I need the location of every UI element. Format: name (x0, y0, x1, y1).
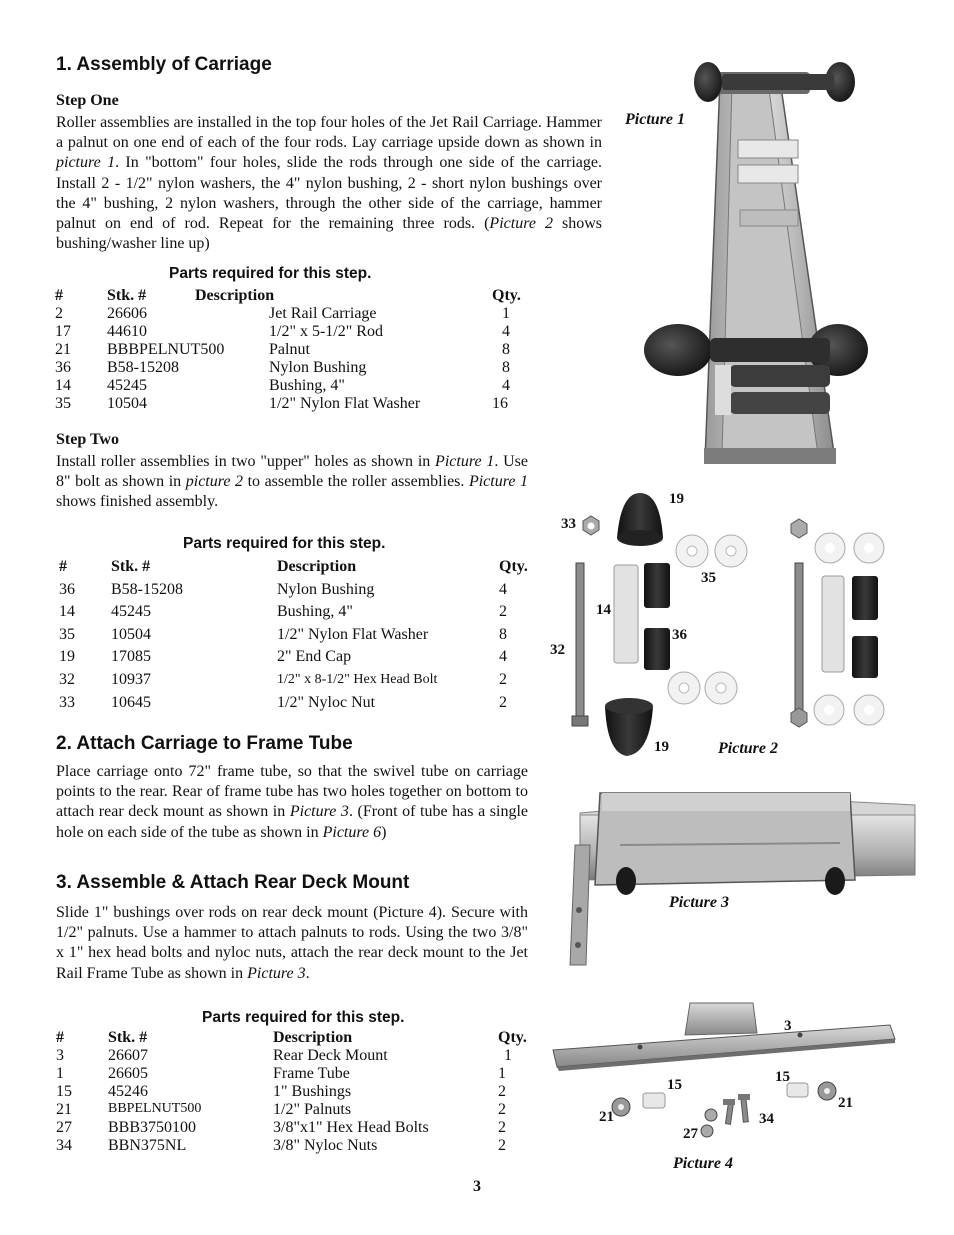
table-header-row (59, 556, 539, 579)
section-3-title: 3. Assemble & Attach Rear Deck Mount (56, 872, 410, 893)
step-one-label: Step One (56, 92, 119, 109)
col-header-qty: Qty. (498, 1029, 527, 1046)
callout-3: 3 (784, 1018, 792, 1034)
callout-27: 27 (683, 1126, 698, 1142)
callout-21-left: 21 (599, 1109, 614, 1125)
table-header-row (55, 287, 532, 305)
table-row: 1 26605 Frame Tube 1 (56, 1065, 506, 1082)
table-row: 36 B58-15208 Nylon Bushing 4 (59, 580, 507, 598)
picture-1-caption: Picture 1 (625, 111, 685, 128)
callout-32: 32 (550, 642, 565, 658)
callout-33: 33 (561, 516, 576, 532)
table-row: 36 B58-15208 Nylon Bushing 8 (55, 359, 510, 376)
picture-3-frame-tube-photo (560, 785, 920, 970)
step-one-parts-table (55, 287, 532, 413)
table-row: 14 45245 Bushing, 4" 4 (55, 377, 510, 394)
table-row: 2 26606 Jet Rail Carriage 1 (55, 305, 510, 322)
step-two-paragraph: Install roller assemblies in two "upper" holes as shown in Picture 1. Use 8" bolt as shown in picture 2 to assemble the roller assemblies. Picture 1 shows finished assembly. (56, 453, 529, 511)
section-3-paragraph: Slide 1" bushings over rods on rear deck mount (Picture 4). Secure with 1/2" palnuts. Use a hammer to attach palnuts to rods. Using the two 3/8" x 1" hex head bolts and nyloc nuts, attach the rear deck mount to the Jet Rail Frame Tube as shown in Picture 3. (56, 904, 528, 982)
section-2-paragraph: Place carriage onto 72" frame tube, so that the swivel tube on carriage points to the rear. Rear of frame tube has two holes together on bottom to attach rear deck mount as shown in Picture 3. (Front of tube has a single hole on each side of the tube as shown in Picture 6) (56, 763, 529, 841)
col-header-number: # (59, 558, 67, 575)
picture-4-caption: Picture 4 (673, 1155, 733, 1172)
callout-15-right: 15 (775, 1069, 790, 1085)
col-header-qty: Qty. (492, 287, 521, 304)
step-two-label: Step Two (56, 431, 119, 448)
table-header-row (56, 1029, 538, 1047)
col-header-description: Description (195, 287, 275, 304)
callout-21-right: 21 (838, 1095, 853, 1111)
callout-19-top: 19 (669, 491, 684, 507)
page-number: 3 (473, 1178, 481, 1195)
table-row: 15 45246 1" Bushings 2 (56, 1083, 506, 1100)
section-2-title: 2. Attach Carriage to Frame Tube (56, 733, 353, 754)
table-row: 33 10645 1/2" Nyloc Nut 2 (59, 693, 507, 711)
callout-14: 14 (596, 602, 611, 618)
table-row: 32 10937 1/2" x 8-1/2" Hex Head Bolt 2 (59, 670, 507, 688)
table-row: 35 10504 1/2" Nylon Flat Washer 16 (55, 395, 508, 412)
table-row: 14 45245 Bushing, 4" 2 (59, 603, 507, 621)
callout-35: 35 (701, 570, 716, 586)
callout-15-left: 15 (667, 1077, 682, 1093)
col-header-stock: Stk. # (111, 558, 151, 575)
picture-2-parts-photo (555, 488, 895, 768)
picture-3-caption: Picture 3 (669, 894, 729, 911)
col-header-qty: Qty. (499, 558, 528, 575)
table-row: 34 BBN375NL 3/8" Nyloc Nuts 2 (56, 1137, 506, 1154)
callout-36: 36 (672, 627, 687, 643)
table-row: 27 BBB3750100 3/8"x1" Hex Head Bolts 2 (56, 1119, 506, 1136)
table-row: 21 BBBPELNUT500 Palnut 8 (55, 341, 510, 358)
col-header-description: Description (273, 1029, 353, 1046)
step-two-parts-caption: Parts required for this step. (183, 535, 386, 552)
col-header-stock: Stk. # (107, 287, 147, 304)
table-row: 21 BBPELNUT500 1/2" Palnuts 2 (56, 1101, 506, 1118)
callout-34: 34 (759, 1111, 774, 1127)
section-1-title: 1. Assembly of Carriage (56, 54, 272, 75)
step-two-parts-table (59, 556, 539, 714)
col-header-number: # (55, 287, 63, 304)
section-3-parts-table (56, 1029, 538, 1155)
step-one-paragraph: Roller assemblies are installed in the top four holes of the Jet Rail Carriage. Hammer a palnut on one end of each of the four rods. Lay carriage upside down as shown in picture 1. In "bottom" four holes, slide the rods through one side of the carriage. Install 2 - 1/2" nylon washers, the 4" nylon bushing, 2 - short nylon bushings over the 4" bushing, 2 nylon washers, through the other side of the carriage, hammer palnut on end of rod. Repeat for the remaining three rods. (Picture 2 shows bushing/washer line up) (56, 114, 602, 253)
picture-2-caption: Picture 2 (718, 740, 778, 757)
col-header-number: # (56, 1029, 64, 1046)
step-one-parts-caption: Parts required for this step. (169, 265, 372, 282)
section-3-parts-caption: Parts required for this step. (202, 1009, 405, 1026)
table-row: 19 17085 2" End Cap 4 (59, 648, 507, 666)
picture-1-carriage-photo (640, 60, 870, 470)
table-row: 35 10504 1/2" Nylon Flat Washer 8 (59, 625, 507, 643)
callout-19-bottom: 19 (654, 739, 669, 755)
col-header-description: Description (277, 558, 357, 575)
col-header-stock: Stk. # (108, 1029, 148, 1046)
table-row: 3 26607 Rear Deck Mount 1 (56, 1047, 512, 1064)
table-row: 17 44610 1/2" x 5-1/2" Rod 4 (55, 323, 510, 340)
